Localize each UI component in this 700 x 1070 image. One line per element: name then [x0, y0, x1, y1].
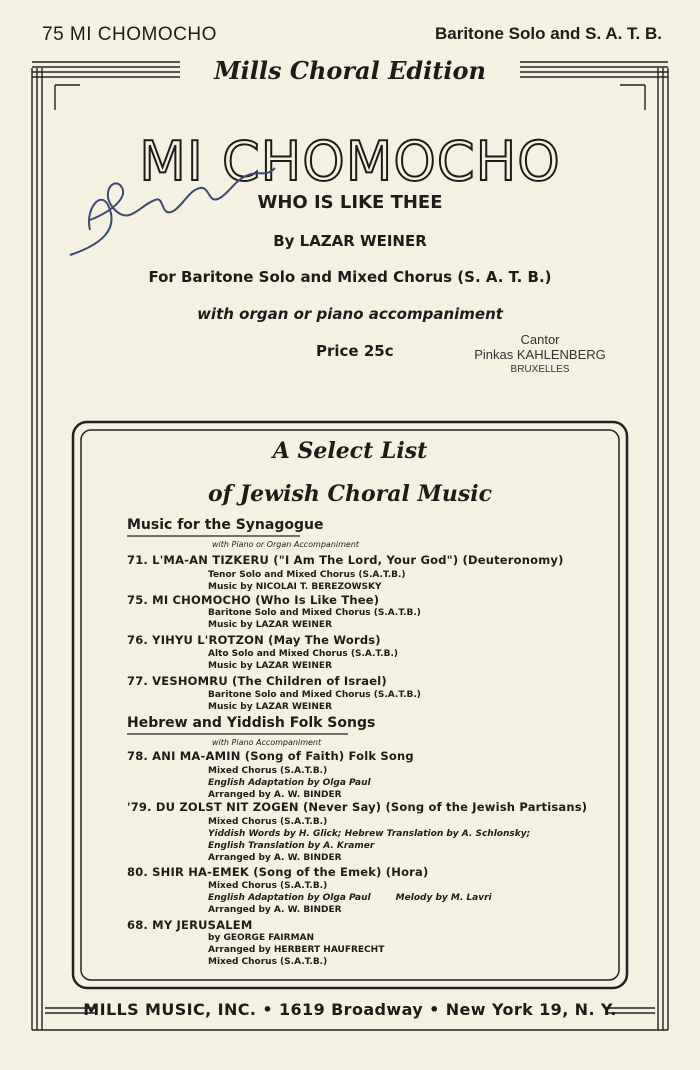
section-note-folk-songs: with Piano Accompaniment: [212, 738, 322, 747]
list-item-detail: Baritone Solo and Mixed Chorus (S.A.T.B.) Music by LAZAR WEINER: [208, 690, 421, 712]
page-title: MI CHOMOCHO: [139, 130, 561, 193]
list-item: '79. DU ZOLST NIT ZOGEN (Never Say) (Song of the Jewish Partisans): [127, 800, 588, 814]
catalog-number: 75 MI CHOMOCHO: [42, 24, 217, 45]
voicing-label: Baritone Solo and S. A. T. B.: [434, 24, 662, 43]
separator-dot: •: [429, 1000, 446, 1019]
handwritten-signature: [60, 150, 300, 270]
section-heading-folk-songs: Hebrew and Yiddish Folk Songs: [127, 715, 376, 731]
list-item: 75. MI CHOMOCHO (Who Is Like Thee): [127, 593, 380, 607]
list-item: 80. SHIR HA-EMEK (Song of the Emek) (Hora): [127, 865, 429, 879]
stamp-line-2: Pinkas KAHLENBERG: [474, 347, 606, 362]
list-item-detail: Tenor Solo and Mixed Chorus (S.A.T.B.) Music by NICOLAI T. BEREZOWSKY: [208, 570, 406, 592]
section-heading-synagogue: Music for the Synagogue: [127, 517, 324, 533]
price-label: Price 25c: [316, 342, 394, 360]
stamp-line-3: BRUXELLES: [510, 364, 570, 375]
list-item-detail: Mixed Chorus (S.A.T.B.) English Adaptation by Olga Paul Arranged by A. W. BINDER: [208, 766, 371, 800]
publisher-footer: [0, 1000, 700, 1019]
list-item: 76. YIHYU L'ROTZON (May The Words): [127, 633, 381, 647]
list-item: 78. ANI MA-AMIN (Song of Faith) Folk Song: [127, 749, 414, 763]
list-item: 68. MY JERUSALEM: [127, 918, 253, 932]
section-note-synagogue: with Piano or Organ Accompaniment: [212, 540, 360, 549]
scoring-line: For Baritone Solo and Mixed Chorus (S. A. T. B.): [148, 268, 552, 286]
separator-dot: •: [262, 1000, 279, 1019]
list-item-detail: Mixed Chorus (S.A.T.B.) English Adaptation by Olga Paul Melody by M. Lavri Arranged by A. W. BINDER: [208, 881, 492, 915]
list-item-detail: by GEORGE FAIRMAN Arranged by HERBERT HAUFRECHT Mixed Chorus (S.A.T.B.): [208, 933, 385, 967]
stamp-line-1: Cantor: [520, 332, 560, 347]
accompaniment-line: with organ or piano accompaniment: [197, 305, 503, 323]
list-item-detail: Baritone Solo and Mixed Chorus (S.A.T.B.) Music by LAZAR WEINER: [208, 608, 421, 630]
list-item-detail: Alto Solo and Mixed Chorus (S.A.T.B.) Music by LAZAR WEINER: [208, 649, 398, 671]
list-item: 71. L'MA-AN TIZKERU ("I Am The Lord, Your God") (Deuteronomy): [127, 553, 564, 567]
list-title-1: A Select List: [272, 438, 428, 464]
publisher-address: 1619 Broadway: [278, 1000, 424, 1019]
edition-title: Mills Choral Edition: [214, 56, 486, 85]
publisher-name: MILLS MUSIC, INC.: [83, 1000, 257, 1019]
composer-line: By LAZAR WEINER: [273, 232, 427, 250]
publisher-city: New York 19, N. Y.: [445, 1000, 617, 1019]
list-item-detail: Mixed Chorus (S.A.T.B.) Yiddish Words by H. Glick; Hebrew Translation by A. Schlonsky; English Translation by A. Kramer Arranged by A. W. BINDER: [208, 817, 531, 863]
list-title-2: of Jewish Choral Music: [207, 481, 493, 507]
list-item: 77. VESHOMRU (The Children of Israel): [127, 674, 387, 688]
cantor-stamp: [440, 332, 640, 377]
page-subtitle: WHO IS LIKE THEE: [257, 192, 443, 213]
